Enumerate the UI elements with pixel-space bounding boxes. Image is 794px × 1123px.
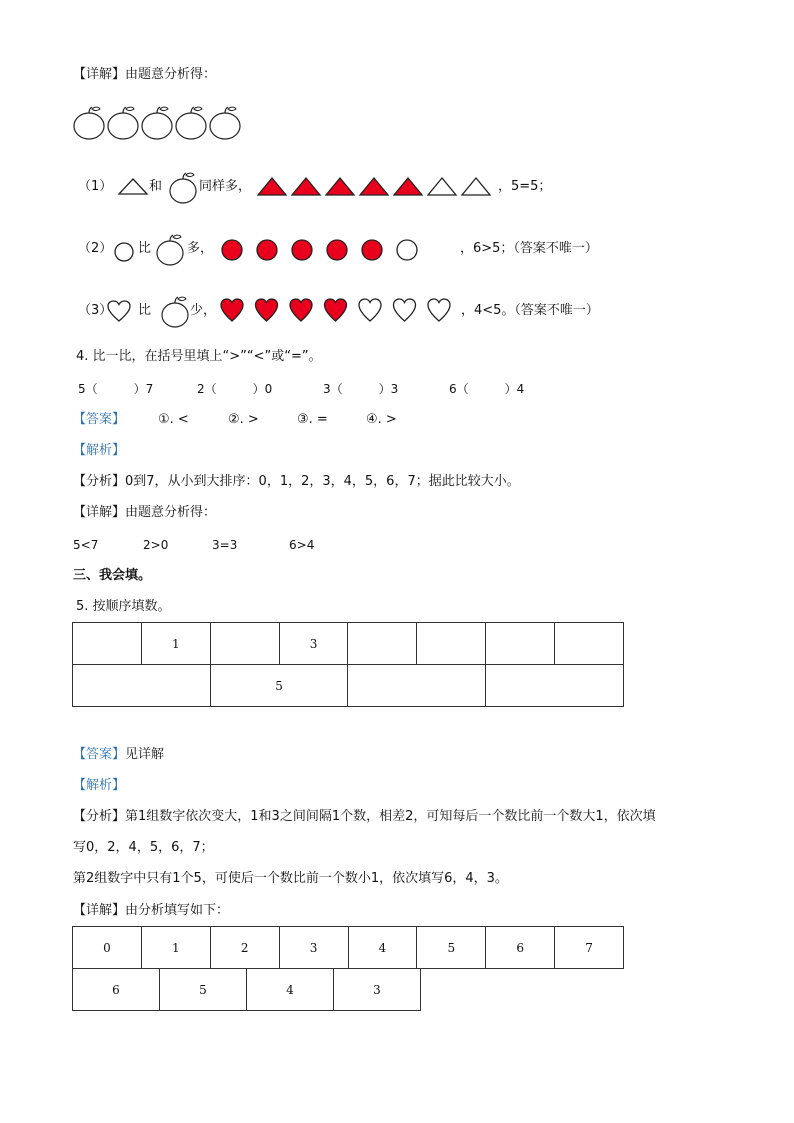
fill-table-answer-row2 xyxy=(72,968,421,1011)
circle-icon xyxy=(397,240,417,260)
filled-heart-icon xyxy=(290,299,312,321)
fill-table-answer-row1 xyxy=(72,926,624,969)
detail-label: 【详解】 xyxy=(73,67,126,82)
triangles-row xyxy=(256,174,496,198)
item2-prefix: （2） xyxy=(78,241,113,256)
item1-prefix: （1） xyxy=(78,179,113,194)
q5-answer xyxy=(73,746,164,764)
table-cell[interactable] xyxy=(73,665,211,707)
table-cell: 5 xyxy=(160,969,247,1011)
item3-mid: 少， xyxy=(190,303,217,318)
filled-triangle-icon xyxy=(394,178,422,195)
item1-and: 和 xyxy=(149,179,163,194)
q4-detail xyxy=(73,504,216,522)
detail-text: 由题意分析得： xyxy=(125,67,217,82)
hearts-row xyxy=(218,296,460,324)
circles-row xyxy=(218,236,458,264)
q4-result-1: 5<7 xyxy=(73,538,99,552)
table-cell: 3 xyxy=(334,969,421,1011)
triangle-icon xyxy=(117,176,149,196)
section-title: 三、我会填。 xyxy=(73,568,152,583)
q4-analysis-label: 【解析】 xyxy=(73,443,126,458)
table-cell: 5 xyxy=(417,927,486,969)
q5-title: 5. 按顺序填数。 xyxy=(76,599,171,614)
triangle-icon xyxy=(462,178,490,195)
fenxi-text: 第1组数字依次变大，1和3之间间隔1个数，相差2，可知每后一个数比前一个数大1，依次填 xyxy=(125,809,656,824)
q5-fenxi-line3: 第2组数字中只有1个5，可使后一个数比前一个数小1，依次填写6，4，3。 xyxy=(73,871,508,886)
table-cell[interactable] xyxy=(348,623,417,665)
item1-mid: 同样多， xyxy=(199,179,252,194)
q4-title: 4. 比一比，在括号里填上“>”“<”或“=”。 xyxy=(76,349,322,364)
q5-analysis-label: 【解析】 xyxy=(73,778,126,793)
table-cell: 5 xyxy=(210,665,348,707)
heart-icon xyxy=(106,299,132,323)
apple-icon xyxy=(142,107,172,139)
table-cell: 1 xyxy=(141,927,210,969)
apples-row xyxy=(72,104,247,142)
apple-icon xyxy=(154,232,186,266)
table-cell[interactable] xyxy=(73,623,142,665)
item2-than: 比 xyxy=(138,241,152,256)
table-cell: 6 xyxy=(486,927,555,969)
filled-circle-icon xyxy=(257,240,277,260)
answer-text: 见详解 xyxy=(125,747,165,762)
item3-than: 比 xyxy=(138,303,152,318)
table-cell: 7 xyxy=(555,927,624,969)
heart-icon xyxy=(428,299,450,321)
fenxi-label: 【分析】 xyxy=(73,809,126,824)
item2-mid: 多， xyxy=(187,241,214,256)
apple-icon xyxy=(210,107,240,139)
q4-answer-3: ③. = xyxy=(297,412,328,427)
q4-fenxi xyxy=(73,473,520,491)
triangle-icon xyxy=(428,178,456,195)
table-cell: 1 xyxy=(141,623,210,665)
table-cell[interactable] xyxy=(486,623,555,665)
table-cell[interactable] xyxy=(486,665,624,707)
detail-text: 由分析填写如下： xyxy=(125,903,230,918)
q5-fenxi-line2: 写0，2，4，5，6，7； xyxy=(73,840,214,855)
item2-result: ，6>5；（答案不唯一） xyxy=(460,241,598,256)
item3-result: ，4<5。（答案不唯一） xyxy=(461,303,599,318)
q5-detail xyxy=(73,902,229,920)
q4-result-3: 3=3 xyxy=(212,538,238,552)
circle-icon xyxy=(113,241,135,263)
q4-expr-1: 5（ ）7 xyxy=(78,382,154,396)
filled-heart-icon xyxy=(256,299,278,321)
item1-result: ，5=5； xyxy=(498,179,552,194)
detail-line xyxy=(73,66,216,84)
table-cell: 3 xyxy=(279,927,348,969)
table-cell[interactable] xyxy=(417,623,486,665)
filled-circle-icon xyxy=(327,240,347,260)
q4-result-2: 2>0 xyxy=(143,538,169,552)
table-cell: 4 xyxy=(247,969,334,1011)
apple-icon xyxy=(108,107,138,139)
apple-icon xyxy=(167,170,199,204)
detail-label: 【详解】 xyxy=(73,903,126,918)
table-cell[interactable] xyxy=(348,665,486,707)
fill-table-blank-row2 xyxy=(72,664,624,707)
table-cell: 4 xyxy=(348,927,417,969)
apple-icon xyxy=(159,294,191,328)
q4-expr-3: 3（ ）3 xyxy=(323,382,399,396)
fenxi-label: 【分析】 xyxy=(73,474,126,489)
filled-triangle-icon xyxy=(258,178,286,195)
table-cell[interactable] xyxy=(210,623,279,665)
filled-circle-icon xyxy=(362,240,382,260)
q4-answer-label: 【答案】 xyxy=(73,412,126,427)
table-cell: 3 xyxy=(279,623,348,665)
filled-heart-icon xyxy=(325,299,347,321)
q4-expr-4: 6（ ）4 xyxy=(449,382,525,396)
q4-expr-2: 2（ ）0 xyxy=(197,382,273,396)
table-cell[interactable] xyxy=(555,623,624,665)
q4-answer-2: ②. > xyxy=(228,412,259,427)
table-cell: 2 xyxy=(210,927,279,969)
heart-icon xyxy=(394,299,416,321)
filled-circle-icon xyxy=(222,240,242,260)
filled-heart-icon xyxy=(221,299,243,321)
heart-icon xyxy=(359,299,381,321)
q4-answer-4: ④. > xyxy=(366,412,397,427)
filled-triangle-icon xyxy=(326,178,354,195)
filled-triangle-icon xyxy=(360,178,388,195)
item3-prefix: （3） xyxy=(78,303,113,318)
table-cell: 6 xyxy=(73,969,160,1011)
filled-triangle-icon xyxy=(292,178,320,195)
q5-fenxi-line1 xyxy=(73,808,656,826)
detail-text: 由题意分析得： xyxy=(125,505,217,520)
fenxi-text: 0到7，从小到大排序：0，1，2，3，4，5，6，7；据此比较大小。 xyxy=(125,474,520,489)
answer-label: 【答案】 xyxy=(73,747,126,762)
table-cell: 0 xyxy=(73,927,142,969)
filled-circle-icon xyxy=(292,240,312,260)
q4-result-4: 6>4 xyxy=(289,538,315,552)
detail-label: 【详解】 xyxy=(73,505,126,520)
q4-answer-1: ①. < xyxy=(158,412,189,427)
fill-table-blank-row1 xyxy=(72,622,624,665)
apple-icon xyxy=(176,107,206,139)
apple-icon xyxy=(74,107,104,139)
